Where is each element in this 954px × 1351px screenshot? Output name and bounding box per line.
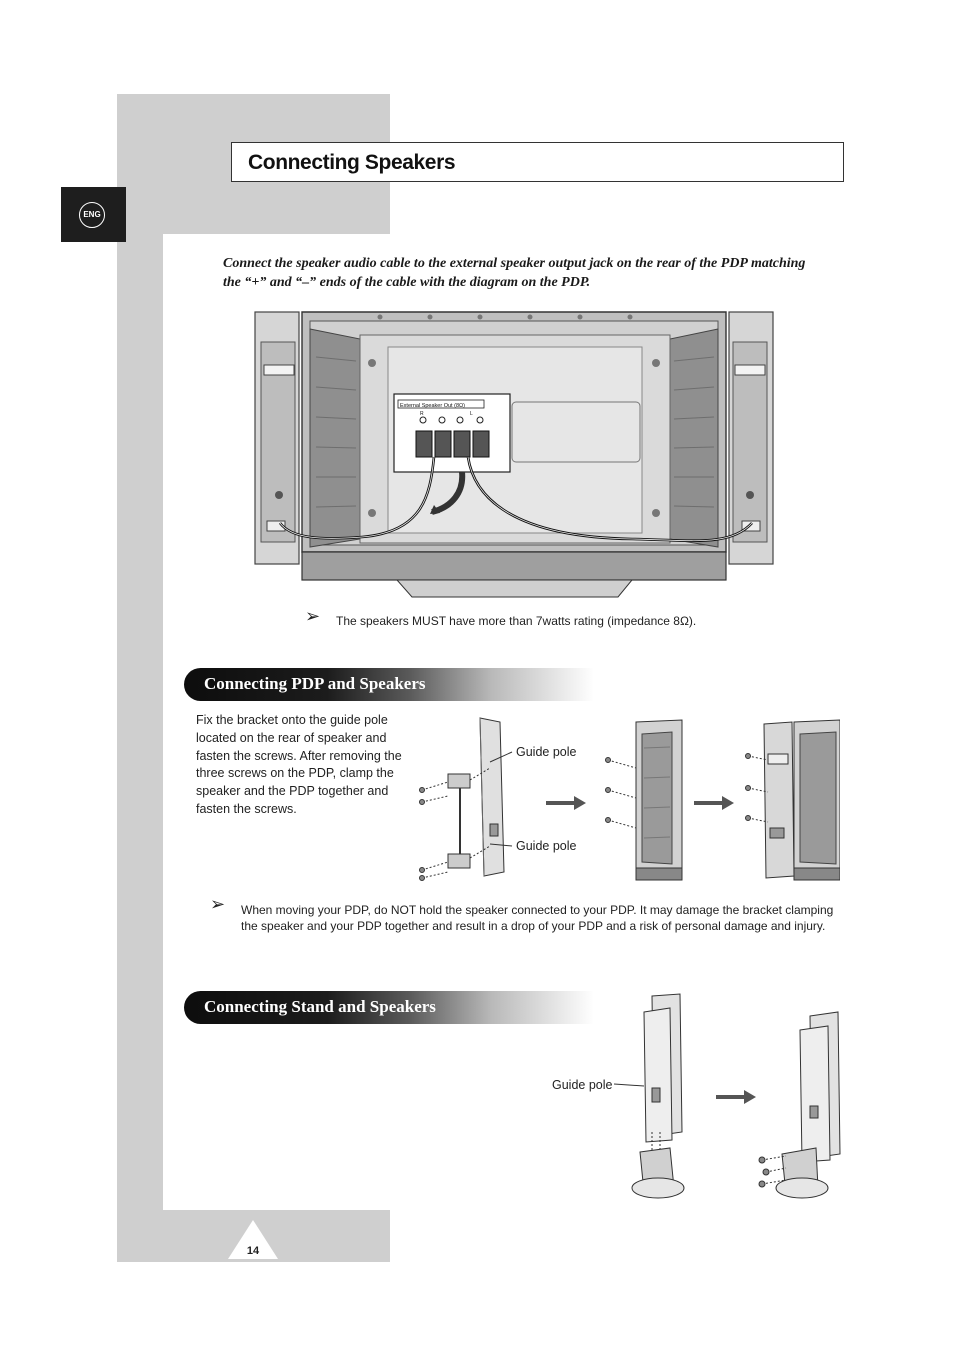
guide-pole-label-top: Guide pole bbox=[516, 745, 577, 759]
note-impedance: The speakers MUST have more than 7watts rating (impedance 8Ω). bbox=[336, 614, 697, 628]
page-number: 14 bbox=[246, 1245, 260, 1257]
pdp-side-illustration bbox=[600, 718, 686, 884]
guide-pole-label-bottom: Guide pole bbox=[516, 839, 577, 853]
section-title: Connecting Stand and Speakers bbox=[204, 997, 436, 1016]
section-heading-stand-speakers bbox=[184, 991, 594, 1024]
speaker-stand-illustration bbox=[614, 992, 698, 1204]
svg-text:R: R bbox=[420, 411, 424, 417]
step-arrow-icon bbox=[546, 796, 586, 810]
step-arrow-icon bbox=[716, 1090, 756, 1104]
title-box bbox=[231, 142, 844, 182]
pdp-speaker-assembled-illustration bbox=[740, 718, 840, 884]
svg-text:External Speaker Out (8Ω): External Speaker Out (8Ω) bbox=[400, 403, 465, 409]
language-tab bbox=[61, 187, 126, 242]
step-arrow-icon bbox=[694, 796, 734, 810]
intro-text: Connect the speaker audio cable to the external speaker output jack on the rear of the PDP matching the “+” and “–” ends of the cable with the diagram on the PDP. bbox=[223, 256, 806, 290]
guide-pole-label: Guide pole bbox=[552, 1078, 613, 1092]
section-body: Fix the bracket onto the guide pole located on the rear of speaker and fasten the screws. After removing the three screws on the PDP, clamp the speaker and the PDP together and fasten the screws. bbox=[196, 713, 402, 816]
section-title: Connecting PDP and Speakers bbox=[204, 674, 426, 693]
note-arrow-icon: ➢ bbox=[305, 606, 321, 626]
note-moving-pdp: When moving your PDP, do NOT hold the speaker connected to your PDP. It may damage the bracket clamping the speaker and your PDP together and result in a drop of your PDP and a risk of personal damage and injury. bbox=[241, 903, 834, 933]
note-arrow-icon: ➢ bbox=[210, 894, 226, 914]
page-number-marker bbox=[227, 1218, 279, 1260]
language-badge: ENG bbox=[79, 202, 105, 228]
svg-text:L: L bbox=[470, 411, 473, 417]
grey-margin bbox=[117, 234, 163, 1210]
bracket-illustration bbox=[412, 712, 522, 882]
section-heading-pdp-speakers bbox=[184, 668, 594, 701]
page-title: Connecting Speakers bbox=[248, 151, 456, 174]
pdp-rear-diagram bbox=[252, 307, 778, 599]
speaker-stand-assembled-illustration bbox=[752, 1010, 842, 1205]
